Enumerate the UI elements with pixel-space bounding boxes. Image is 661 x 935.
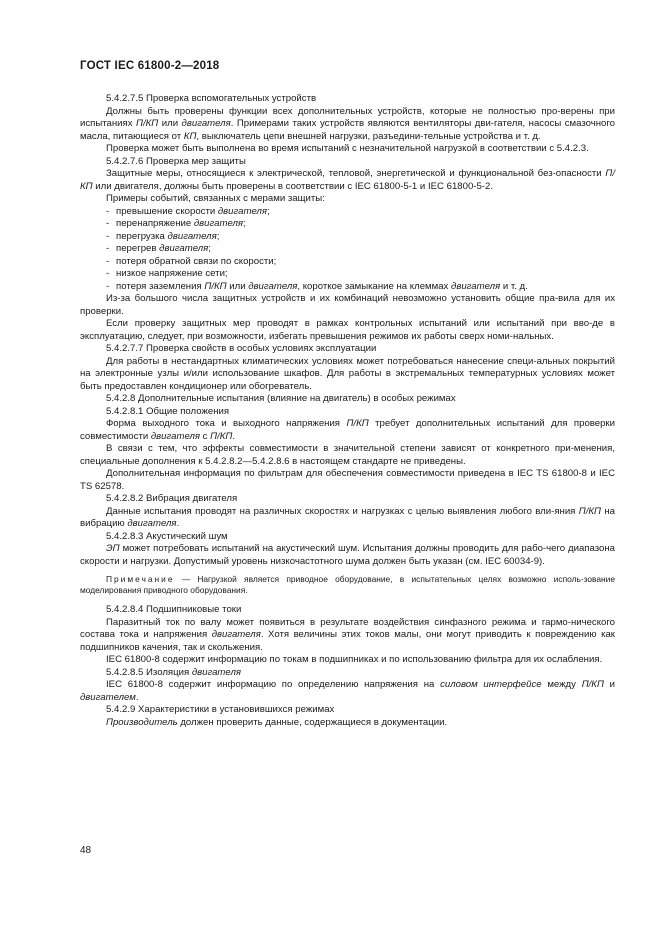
note: Примечание — Нагрузкой является приводное оборудование, в испытательных целях возможно исполь-зование моделирования приводного оборудования.: [80, 574, 615, 595]
paragraph: IEC 61800-8 содержит информацию по определению напряжения на силовом интерфейсе между П/КП и двигателем.: [80, 679, 616, 703]
list-item: - низкое напряжение сети;: [106, 268, 228, 279]
section-heading: 5.4.2.9 Характеристики в установившихся режимах: [106, 704, 335, 715]
section-heading: 5.4.2.8.3 Акустический шум: [106, 530, 228, 542]
paragraph: Если проверку защитных мер проводят в рамках контрольных испытаний или испытаний при вво-де в эксплуатацию, следует, при возможности, избегать превышения режимов их работы сверх номи-нальных.: [80, 318, 615, 342]
page-number: 48: [80, 845, 92, 856]
paragraph: Проверка может быть выполнена во время испытаний с незначительной нагрузкой в соответствии с 5.4.2.3.: [106, 143, 589, 154]
paragraph: Должны быть проверены функции всех дополнительных устройств, которые не полностью про-верены при испытаниях П/КП или двигателя. Примерами таких устройств являются вентиляторы дви-гателя, насосы смазочного масла, питающиеся от КП, выключатель цепи внешней нагрузки, разъедини-тельные устройства и т. д.: [80, 105, 615, 142]
section-heading: 5.4.2.8.4 Подшипниковые токи: [106, 604, 242, 615]
paragraph: Дополнительная информация по фильтрам для обеспечения совместимости приведена в IEC TS 61800-8 и IEC TS 62578.: [80, 468, 615, 492]
paragraph: Из-за большого числа защитных устройств и их комбинаций невозможно установить общие пра-вила для их проверки.: [80, 293, 615, 317]
section-heading: 5.4.2.7.6 Проверка мер защиты: [106, 155, 246, 167]
section-heading: 5.4.2.8 Дополнительные испытания (влияние на двигатель) в особых режимах: [106, 393, 456, 404]
list-item: - превышение скорости двигателя;: [106, 205, 270, 217]
note-label: Примечание: [106, 574, 175, 584]
list-item: - перегрев двигателя;: [106, 243, 211, 254]
paragraph: Паразитный ток по валу может появиться в результате воздействия синфазного режима и гармо-нического состава тока и напряжения двигателя. Хотя величины этих токов малы, они могут приводить к повреждению как подшипников качения, так и скольжения.: [80, 616, 616, 653]
paragraph: Защитные меры, относящиеся к электрической, тепловой, энергетической и функциональной без-опасности П/КП или двигателя, должны быть проверены в соответствии с IEC 61800-5-1 и IEC 61800-5-2.: [80, 168, 615, 192]
list-item: - перенапряжение двигателя;: [106, 218, 246, 229]
page-content: [80, 93, 615, 729]
paragraph: Данные испытания проводят на различных скоростях и нагрузках с целью выявления любого вли-яния П/КП на вибрацию двигателя.: [80, 505, 615, 529]
paragraph: IEC 61800-8 содержит информацию по токам в подшипниках и по использованию фильтра для их ослабления.: [106, 654, 603, 665]
section-heading: 5.4.2.8.1 Общие положения: [106, 405, 230, 417]
paragraph: ЭП может потребовать испытаний на акустический шум. Испытания должны проводить для рабо-чего диапазона скорости и нагрузки. Допустимый уровень низкочастотного шума должен быть указан (см. IEC 60034-9).: [80, 543, 615, 567]
paragraph: Форма выходного тока и выходного напряжения П/КП требует дополнительных испытаний для проверки совместимости двигателя с П/КП.: [80, 418, 615, 442]
paragraph: Производитель должен проверить данные, содержащиеся в документации.: [106, 716, 448, 728]
paragraph: В связи с тем, что эффекты совместимости в значительной степени зависят от конкретного при-менения, специальные дополнения к 5.4.2.8.2—5.4.2.8.6 в настоящем стандарте не приведены.: [80, 443, 615, 467]
paragraph: Для работы в нестандартных климатических условиях может потребоваться нанесение специ-альных покрытий на электронные узлы и/или использование шкафов. Для работы в экстремальных температурных условиях может быть предоставлен кондиционер или обогреватель.: [80, 355, 615, 392]
document-header: ГОСТ IEC 61800-2—2018: [80, 60, 220, 72]
section-heading: 5.4.2.7.7 Проверка свойств в особых условиях эксплуатации: [106, 343, 377, 354]
list-item: - потеря обратной связи по скорости;: [106, 255, 277, 267]
section-heading: 5.4.2.7.5 Проверка вспомогательных устройств: [106, 93, 317, 104]
paragraph: Примеры событий, связанных с мерами защиты:: [106, 193, 325, 204]
section-heading: 5.4.2.8.5 Изоляция двигателя: [106, 666, 241, 678]
section-heading: 5.4.2.8.2 Вибрация двигателя: [106, 493, 238, 504]
list-item: - потеря заземления П/КП или двигателя, короткое замыкание на клеммах двигателя и т. д.: [106, 280, 528, 292]
list-item: - перегрузка двигателя;: [106, 230, 220, 242]
